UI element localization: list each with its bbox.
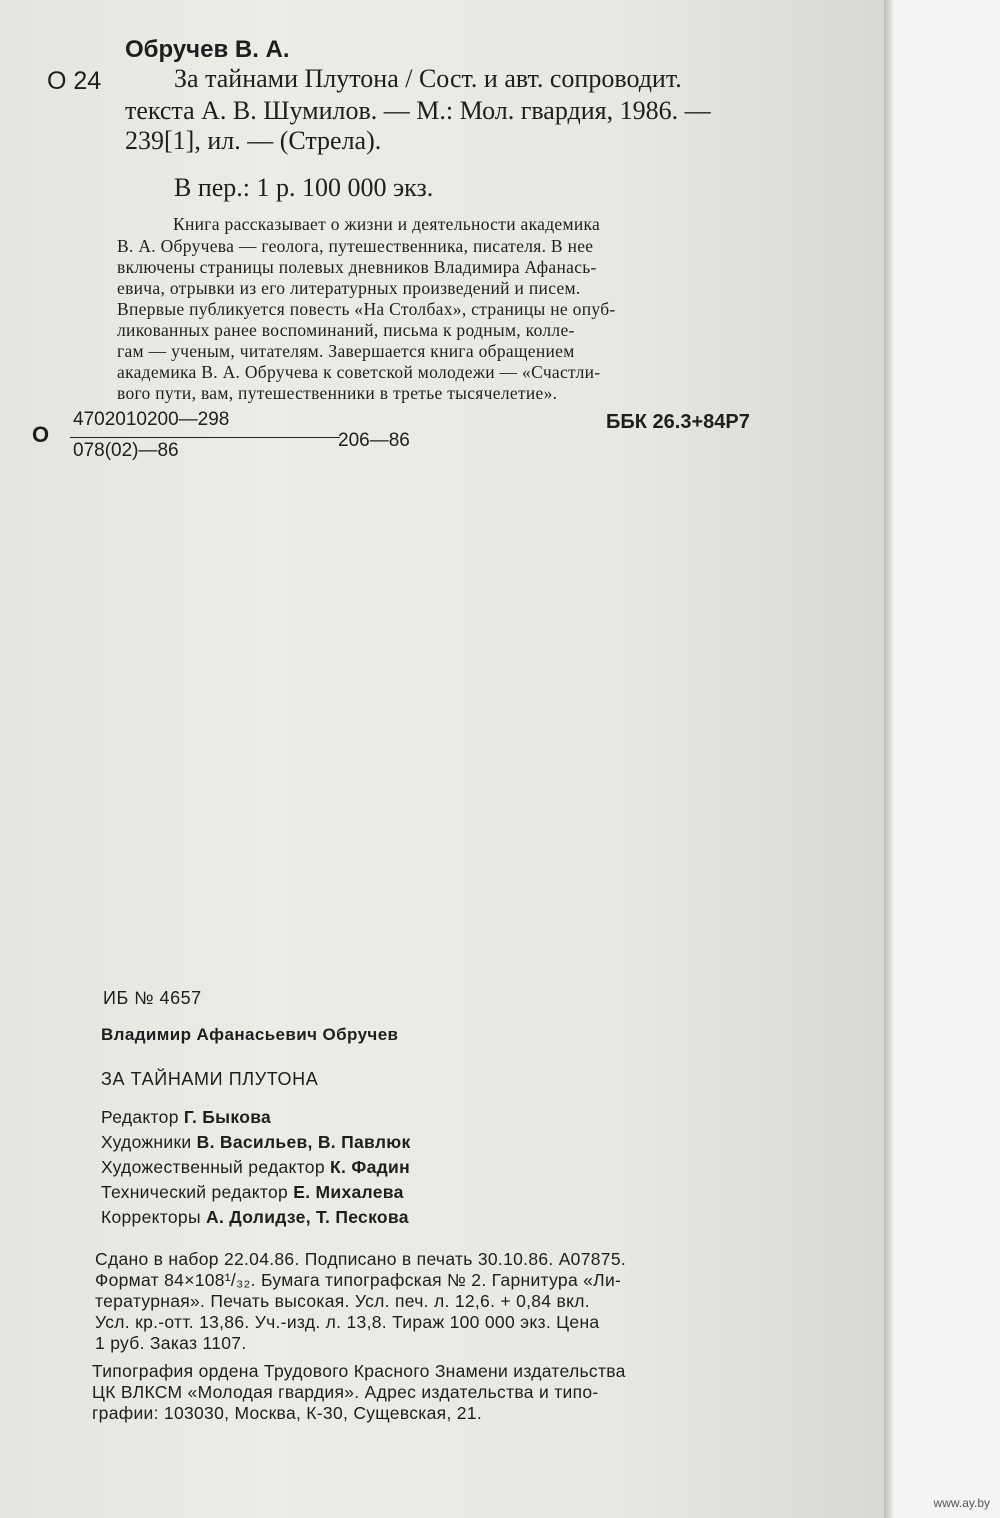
credit-names: К. Фадин [330,1157,410,1177]
annotation-line: включены страницы полевых дневников Владимира Афанась- [117,257,597,277]
classification-letter: О [32,422,50,447]
bbk-code: ББК 26.3+84Р7 [606,411,750,433]
credit-line [101,1107,271,1128]
classification-suffix: 206—86 [338,430,410,451]
credit-role: Художественный редактор [101,1157,325,1177]
print-details-line: Усл. кр.-отт. 13,86. Уч.-изд. л. 13,8. Тираж 100 000 экз. Цена [95,1312,600,1332]
ib-number: ИБ № 4657 [103,988,202,1008]
annotation-line: академика В. А. Обручева к советской молодежи — «Счастли- [117,362,601,382]
annotation-line: Книга рассказывает о жизни и деятельности академика [173,214,601,234]
credit-role: Корректоры [101,1207,201,1227]
credit-names: Е. Михалева [293,1182,404,1202]
credit-names: В. Васильев, В. Павлюк [196,1132,411,1152]
annotation-line: В. А. Обручева — геолога, путешественника, писателя. В нее [117,236,594,256]
watermark: www.ay.by [933,1496,990,1510]
credit-line [101,1207,409,1228]
book-title: ЗА ТАЙНАМИ ПЛУТОНА [101,1069,319,1089]
classification-denominator: 078(02)—86 [73,440,179,461]
credit-line [101,1157,410,1178]
print-details-line: тературная». Печать высокая. Усл. печ. л. 12,6. + 0,84 вкл. [95,1291,590,1311]
full-author-name: Владимир Афанасьевич Обручев [101,1025,399,1044]
annotation-line: ликованных ранее воспоминаний, письма к родным, колле- [117,320,575,340]
print-details-line: Сдано в набор 22.04.86. Подписано в печать 30.10.86. А07875. [95,1249,627,1269]
classification-numerator: 4702010200—298 [73,409,230,430]
price-line: В пер.: 1 р. 100 000 экз. [174,173,434,202]
credit-line [101,1132,411,1153]
description-line-3: 239[1], ил. — (Стрела). [125,126,382,155]
print-details-line: Формат 84×108¹/₃₂. Бумага типографская № 2. Гарнитура «Ли- [95,1270,622,1290]
printer-line: ЦК ВЛКСМ «Молодая гвардия». Адрес издательства и типо- [92,1382,599,1402]
printer-line: Типография ордена Трудового Красного Знамени издательства [92,1361,626,1381]
description-line-1: За тайнами Плутона / Сост. и авт. сопроводит. [174,64,682,93]
annotation-line: гам — ученым, читателям. Завершается книга обращением [117,341,575,361]
credit-role: Художники [101,1132,192,1152]
description-line-2: текста А. В. Шумилов. — М.: Мол. гвардия, 1986. — [125,96,711,125]
credit-names: А. Долидзе, Т. Пескова [206,1207,409,1227]
annotation-line: вого пути, вам, путешественники в третье тысячелетие». [117,383,558,403]
page-edge-shadow [884,0,894,1518]
author-heading: Обручев В. А. [125,36,290,63]
credit-line [101,1182,404,1203]
annotation-line: евича, отрывки из его литературных произведений и писем. [117,278,581,298]
printer-line: графии: 103030, Москва, К-30, Сущевская, 21. [92,1403,482,1423]
print-details-line: 1 руб. Заказ 1107. [95,1333,247,1353]
annotation-line: Впервые публикуется повесть «На Столбах», страницы не опуб- [117,299,616,319]
catalog-index: О 24 [47,67,102,95]
credit-names: Г. Быкова [183,1107,272,1127]
credit-role: Технический редактор [101,1182,289,1202]
credit-role: Редактор [101,1107,179,1127]
fraction-line [70,437,340,438]
